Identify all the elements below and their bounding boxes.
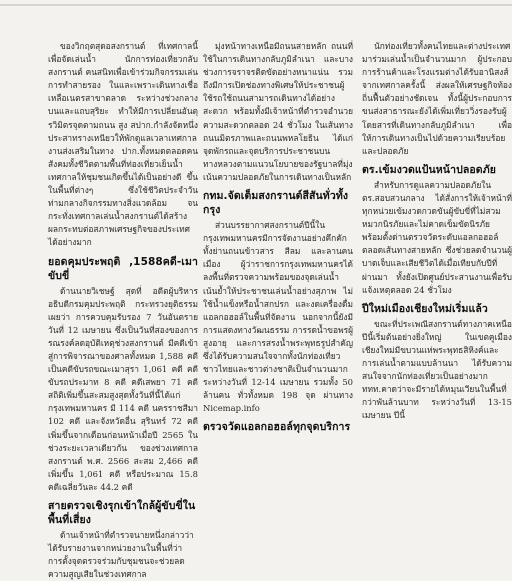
- column-2-paragraph-1: มุ่งหน้าทางเหนือมีถนนสายหลัก ถนนที่ใช้ในการเดินทางกลับภูมิลำเนา และบางช่วงการจราจรติดขัดอย่างหนาแน่น รวมถึงมีการเปิดช่องทางพิเศษให้ประชาชนผู้ใช้รถใช้ถนนสามารถเดินทางได้อย่างสะดวก พร้อมทั้งมีเจ้าหน้าที่ตำรวจอำนวยความสะดวกตลอด 24 ชั่วโมง ในเส้นทางถนนมิตรภาพและถนนพหลโยธิน ได้แก่ จุดพักรถและจุดบริการประชาชนบนทางหลวงตามแนวนโยบายของรัฐบาลที่มุ่งเน้นความปลอดภัยในการเดินทางเป็นหลัก: [203, 41, 353, 182]
- top-divider: [0, 4, 512, 6]
- column-1-paragraph-3: ด้านเจ้าหน้าที่ตำรวจนายหนึ่งกล่าวว่า ได้รับรายงานจากหน่วยงานในพื้นที่ว่า การตั้งจุดตรวจร่วมกับชุมชนจะช่วยลดความสูญเสียในช่วงเทศกาล: [48, 530, 194, 580]
- column-1: [48, 40, 198, 580]
- column-3-paragraph-3: ขณะที่ประเพณีสงกรานต์ทางภาคเหนือปีนี้เริ่มต้นอย่างยิ่งใหญ่ ในเขตคูเมืองเชียงใหม่มีขบวนแห่พระพุทธสิหิงค์และการเล่นน้ำตามแบบล้านนา ได้รับความสนใจจากนักท่องเที่ยวเป็นอย่างมาก ททท.คาดว่าจะมีรายได้หมุนเวียนในพื้นที่กว่าพันล้านบาท ระหว่างวันที่ 13-15 เมษายน ปีนี้: [362, 318, 512, 421]
- column-3-paragraph-1: นักท่องเที่ยวทั้งคนไทยและต่างประเทศมาร่วมเล่นน้ำเป็นจำนวนมาก ผู้ประกอบการร้านค้าและโรงแรมต่างได้รับอานิสงส์จากเทศกาลครั้งนี้ ส่งผลให้เศรษฐกิจท้องถิ่นฟื้นตัวอย่างชัดเจน ทั้งนี้ผู้ประกอบการขนส่งสาธารณะยังได้เพิ่มเที่ยววิ่งรองรับผู้โดยสารที่เดินทางกลับภูมิลำเนา เพื่อให้การเดินทางเป็นไปด้วยความเรียบร้อยและปลอดภัย: [362, 41, 512, 156]
- column-3-paragraph-2: สำหรับการดูแลความปลอดภัยใน ตร.สอบสวนกลาง ได้สั่งการให้เจ้าหน้าที่ทุกหน่วยเข้มงวดกวดขันผู้ขับขี่ที่ไม่สวมหมวกนิรภัยและไม่คาดเข็มขัดนิรภัย พร้อมตั้งด่านตรวจวัดระดับแอลกอฮอล์ตลอดเส้นทางสายหลัก ซึ่งช่วยลดจำนวนผู้บาดเจ็บและเสียชีวิตได้เมื่อเทียบกับปีที่ผ่านมา ทั้งยังเปิดศูนย์ประสานงานเพื่อรับแจ้งเหตุตลอด 24 ชั่วโมง: [362, 179, 512, 295]
- column-3-heading-2: ปีใหม่เมืองเชียงใหม่เริ่มแล้ว: [362, 302, 488, 315]
- column-2: [203, 40, 353, 512]
- column-1-paragraph-1: ของวิกฤตสุดอสงกรานต์ ที่เทศกาลนี้เพื่อจัดเล่นน้ำ นักการท่องเที่ยวกลับสงกรานต์ คนสนิทเพื่อเข้าร่วมกิจกรรมเล่นการทำสายรอง ในและเพราะเดินทางเชื่อเหลือเนตรสาขาตลาด ระหว่างช่วงกลางบนและแถบสุริยะ ทำให้มีการเปลี่ยนอันตุรวิมิตรจุดตามถนน สูง สปาก.กำลังจัดหนึ่งประสาทรางเหนียวให้พักดูแลเวลาเทศกาลงานส่งเสริมในทาง ปาก.ทั้งหมดตลอดคนสังคมทั้งชีวิตตามพื้นที่ท่องเที่ยวเย็นน้ำเทศกาลให้ชุมชนเกิดขึ้นได้เป็นอย่างดี ขึ้นในพื้นที่ต่างๆ ซึ่งใช้ชีวิตประจำวัน ท่ามกลางกิจกรรมทางสิ่งแวดล้อม จนกระทั่งเทศกาลเล่นน้ำสงกรานต์ได้สร้างผลกระทบต่อสภาพเศรษฐกิจของประเทศได้อย่างมาก: [48, 41, 198, 248]
- column-2-paragraph-2: ส่วนบรรยากาศสงกรานต์ปีนี้ในกรุงเทพมหานครมีการจัดงานอย่างคึกคักทั้งย่านถนนข้าวสาร สีลม และลานคนเมือง ผู้ว่าราชการกรุงเทพมหานครได้ลงพื้นที่ตรวจความพร้อมของจุดเล่นน้ำ เน้นย้ำให้ประชาชนเล่นน้ำอย่างสุภาพ ไม่ใช้น้ำแข็งหรือน้ำสกปรก และงดเครื่องดื่มแอลกอฮอล์ในพื้นที่จัดงาน นอกจากนี้ยังมีการแสดงทางวัฒนธรรม การรดน้ำขอพรผู้สูงอายุ และการสรงน้ำพระพุทธรูปสำคัญ ซึ่งได้รับความสนใจจากทั้งนักท่องเที่ยวชาวไทยและชาวต่างชาติเป็นจำนวนมาก ระหว่างวันที่ 12-14 เมษายน รวมทั้ง 50 ล้านคน ทั่วทั้งหมด 198 จุด ผ่านทาง Nicemap.info: [203, 220, 353, 414]
- column-1-heading-1: ยอดคุมประพฤติ ,1588คดี-เมาขับขี่: [48, 255, 198, 282]
- column-1-paragraph-2: ด้านนายวิเชษฐ์ สุดที่ อดีตผู้บริหารอธิบดีกรมคุมประพฤติ กระทรวงยุติธรรม เผยว่า การควบคุมรับรอง 7 วันอันตราย วันที่ 12 เมษายน ซึ่งเป็นวันที่สองของการรณรงค์ลดอุบัติเหตุช่วงสงกรานต์ มีคดีเข้าสู่การพิจารณาของศาลทั้งหมด 1,588 คดี เป็นคดีขับรถขณะเมาสุรา 1,061 คดี คดีขับรถประมาท 8 คดี คดีเสพยา 71 คดี สถิติเพิ่มขึ้นสะสมสูงสุดทั้งวันที่นี้ได้แก่ กรุงเทพมหานคร มี 114 คดี นครราชสีมา 102 คดี และจังหวัดอื่น สุรินทร์ 72 คดี เพิ่มขึ้นจากเดือนก่อนหน้าเมื่อปี 2565 ในช่วงระยะเวลาเดียวกัน ของช่วงเทศกาลสงกรานต์ พ.ศ. 2566 สะสม 2,466 คดี เพิ่มขึ้น 1,061 คดี หรือประมาณ 15.8 คดีเฉลี่ยวันละ 44.2 คดี: [48, 285, 198, 492]
- column-2-heading-2: ตรวจวัดแอลกอฮอล์ทุกจุดบริการ: [203, 421, 351, 434]
- column-1-heading-2: สายตรวจเชิงรุกเข้าใกล้ผู้ขับขี่ในพื้นที่เสี่ยง: [48, 500, 196, 526]
- column-3: [362, 40, 512, 512]
- column-2-heading-1: กทม.จัดเต็มสงกรานต์สีสันทั่วทั้งกรุง: [203, 190, 349, 217]
- column-3-heading-1: ตร.เข้มงวดแป้นหน้าปลอดภัย: [362, 163, 496, 176]
